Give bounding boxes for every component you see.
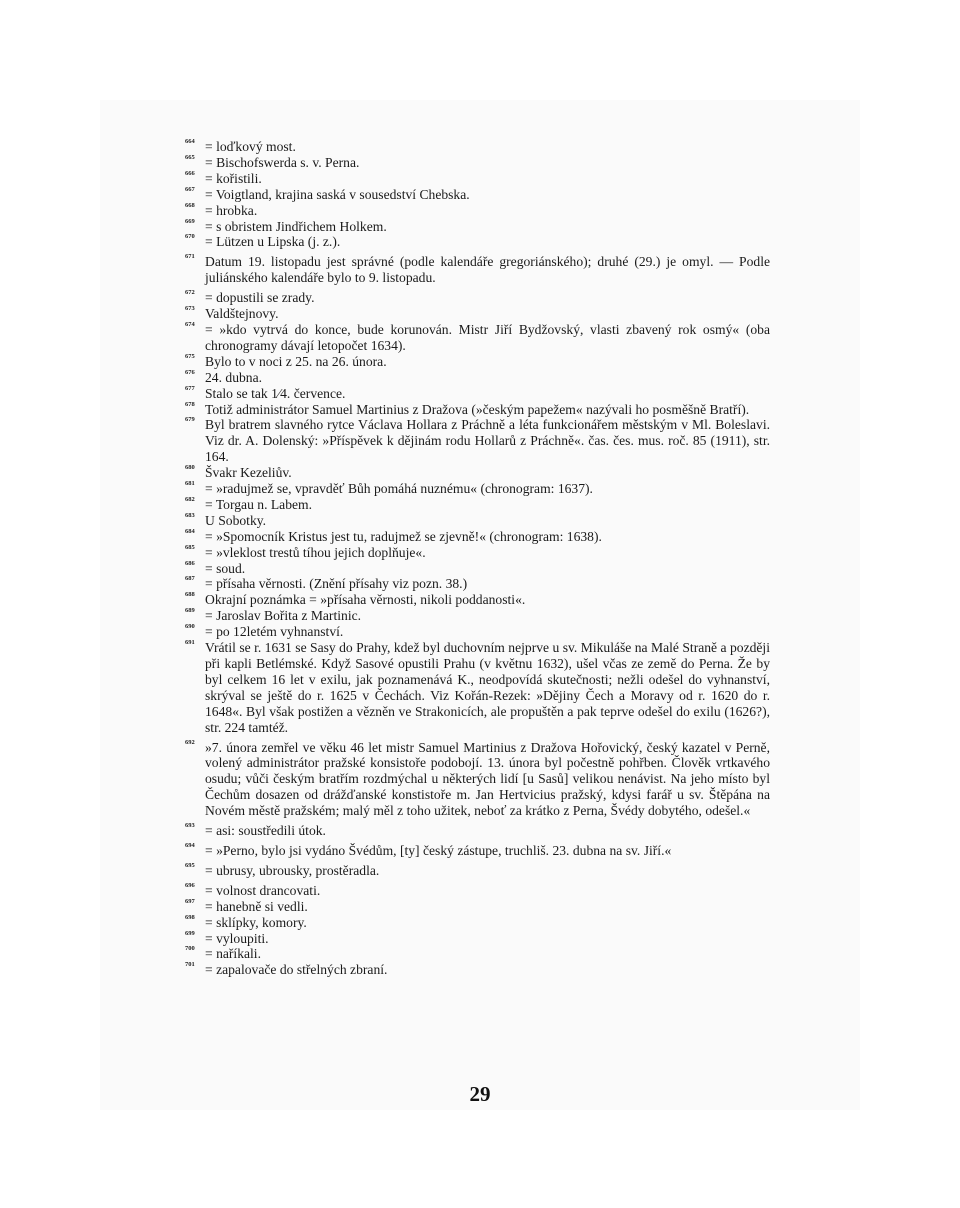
page-number: 29 bbox=[469, 1082, 491, 1106]
footnote-text: Švakr Kezeliův. bbox=[205, 465, 292, 481]
footnote-text: »7. února zemřel ve věku 46 let mistr Samuel Martinius z Dražova Hořovický, český kazatel v Perně, volený administrátor pražské konsistoře podobojí. 13. února byl počestně pohřben. Člověk vrtkavého osudu; vůči českým bratřím rozdmýchal u některých lidí [u Sasů] velikou nenávist. Na jeho místo byl Čechům dosazen od drážďanské konstistoře m. Jan Hertvicius pražský, kdysi farář u sv. Štěpána na Novém městě pražském; malý měl z toho užitek, neboť za krátko z Perna, Švédy dobytého, odešel.« bbox=[205, 739, 770, 819]
footnote bbox=[185, 171, 770, 187]
footnote-text: = přísaha věrnosti. (Znění přísahy viz pozn. 38.) bbox=[205, 576, 468, 592]
footnote bbox=[185, 823, 770, 839]
footnote-number: 673 bbox=[185, 305, 195, 313]
footnote-text: = Jaroslav Bořita z Martinic. bbox=[205, 608, 362, 624]
footnote bbox=[185, 306, 770, 322]
footnote-text: = kořistili. bbox=[205, 170, 262, 186]
footnote-number: 681 bbox=[185, 480, 195, 488]
footnote-number: 671 bbox=[185, 253, 195, 261]
footnote-number: 684 bbox=[185, 527, 195, 535]
footnote-text: = »Perno, bylo jsi vydáno Švédům, [ty] český zástupe, truchliš. 23. dubna na sv. Jiří.« bbox=[205, 842, 672, 858]
footnote-number: 676 bbox=[185, 368, 195, 376]
footnote-text: Vrátil se r. 1631 se Sasy do Prahy, kdež byl duchovním nejprve u sv. Mikuláše na Malé Straně a později při kapli Betlémské. Když Sasové opustili Prahu (v květnu 1632), ušel včas ze země do Perna. Že by byl celkem 16 let v exilu, jak poznamenává K., neodpovídá skutečnosti; nežli odešel do vyhnanství, skrýval se ještě do r. 1625 v Čechách. Viz Kořán-Rezek: »Dějiny Čech a Moravy od r. 1620 do r. 1648«. Byl však postižen a vězněn ve Strakonicích, ale propuštěn a pak teprve odešel do exilu (1626?), str. 224 tamtéž. bbox=[205, 640, 770, 735]
footnote bbox=[185, 640, 770, 735]
footnote-text: = hanebně si vedli. bbox=[205, 898, 308, 914]
footnote-text: = s obristem Jindřichem Holkem. bbox=[205, 218, 387, 234]
footnote-text: = soud. bbox=[205, 560, 246, 576]
footnote-number: 695 bbox=[185, 861, 195, 869]
footnote bbox=[185, 465, 770, 481]
footnote-number: 669 bbox=[185, 217, 195, 225]
footnote-text: 24. dubna. bbox=[205, 369, 263, 385]
footnote-number: 693 bbox=[185, 822, 195, 830]
footnote-number: 689 bbox=[185, 607, 195, 615]
footnote bbox=[185, 545, 770, 561]
footnote-number: 691 bbox=[185, 639, 195, 647]
footnote bbox=[185, 187, 770, 203]
footnote-text: = »radujmež se, vpravděť Bůh pomáhá nuznému« (chronogram: 1637). bbox=[205, 481, 593, 497]
footnote-number: 683 bbox=[185, 511, 195, 519]
footnote-number: 692 bbox=[185, 738, 195, 746]
footnote bbox=[185, 576, 770, 592]
footnote-number: 679 bbox=[185, 416, 195, 424]
footnote-number: 687 bbox=[185, 575, 195, 583]
footnote-number: 682 bbox=[185, 495, 195, 503]
footnote-number: 696 bbox=[185, 881, 195, 889]
footnote-text: = Voigtland, krajina saská v sousedství Chebska. bbox=[205, 186, 470, 202]
footnote-text: = ubrusy, ubrousky, prostěradla. bbox=[205, 862, 380, 878]
footnote-number: 665 bbox=[185, 153, 195, 161]
footnote bbox=[185, 843, 770, 859]
footnote-number: 690 bbox=[185, 623, 195, 631]
footnote-text: Bylo to v noci z 25. na 26. února. bbox=[205, 353, 387, 369]
footnote-number: 664 bbox=[185, 138, 195, 145]
footnote-text: Valdštejnovy. bbox=[205, 306, 279, 322]
footnote bbox=[185, 608, 770, 624]
footnote bbox=[185, 497, 770, 513]
footnote-text: = »vleklost trestů tíhou jejich doplňuje«. bbox=[205, 544, 426, 560]
footnote bbox=[185, 354, 770, 370]
footnote bbox=[185, 931, 770, 947]
footnote-text: Datum 19. listopadu jest správné (podle kalendáře gregoriánského); druhé (29.) je omyl. — Podle juliánského kalendáře bylo to 9. listopadu. bbox=[205, 254, 770, 286]
footnote-text: = naříkali. bbox=[205, 946, 261, 962]
footnote bbox=[185, 899, 770, 915]
footnote-number: 698 bbox=[185, 913, 195, 921]
footnote-text: = Torgau n. Labem. bbox=[205, 496, 313, 512]
footnote-text: = »Spomocník Kristus jest tu, radujmež se zjevně!« (chronogram: 1638). bbox=[205, 528, 602, 544]
footnote-text: = Bischofswerda s. v. Perna. bbox=[205, 154, 360, 170]
footnote bbox=[185, 370, 770, 386]
footnote bbox=[185, 592, 770, 608]
footnote bbox=[185, 203, 770, 219]
footnote bbox=[185, 561, 770, 577]
footnote bbox=[185, 863, 770, 879]
footnote bbox=[185, 254, 770, 286]
footnote bbox=[185, 290, 770, 306]
footnote-number: 667 bbox=[185, 185, 195, 193]
footnote-text: = vyloupiti. bbox=[205, 930, 269, 946]
footnote-text: = asi: soustředili útok. bbox=[205, 823, 326, 839]
footnote-text: Totiž administrátor Samuel Martinius z Dražova (»českým papežem« nazývali ho posměšně Bratří). bbox=[205, 401, 750, 417]
footnote bbox=[185, 624, 770, 640]
footnote bbox=[185, 417, 770, 465]
footnote-number: 668 bbox=[185, 201, 195, 209]
footnote bbox=[185, 946, 770, 962]
footnote-text: = volnost drancovati. bbox=[205, 882, 321, 898]
footnote bbox=[185, 155, 770, 171]
footnote bbox=[185, 234, 770, 250]
footnote-number: 670 bbox=[185, 233, 195, 241]
footnote bbox=[185, 322, 770, 354]
footnote-number: 686 bbox=[185, 559, 195, 567]
footnote-text: Byl bratrem slavného rytce Václava Hollara z Práchně a léta funkcionářem městským v Ml. Boleslavi. Viz dr. A. Dolenský: »Příspěvek k dějinám rodu Hollarů z Práchně«. čas. čes. mus. roč. 85 (1911), str. 164. bbox=[205, 417, 770, 465]
footnote bbox=[185, 139, 770, 155]
footnote bbox=[185, 402, 770, 418]
footnote bbox=[185, 386, 770, 402]
footnote-text: = Lützen u Lipska (j. z.). bbox=[205, 234, 341, 250]
footnote-text: = loďkový most. bbox=[205, 139, 296, 154]
footnote-number: 680 bbox=[185, 464, 195, 472]
footnote-number: 677 bbox=[185, 384, 195, 392]
footnote-text: = po 12letém vyhnanství. bbox=[205, 624, 344, 640]
footnote-text: = zapalovače do střelných zbraní. bbox=[205, 962, 388, 978]
footnote-number: 666 bbox=[185, 169, 195, 177]
footnote bbox=[185, 513, 770, 529]
footnote-number: 697 bbox=[185, 897, 195, 905]
footnote bbox=[185, 529, 770, 545]
footnote bbox=[185, 915, 770, 931]
footnote-number: 678 bbox=[185, 400, 195, 408]
footnote-number: 699 bbox=[185, 929, 195, 937]
footnote-text: Okrajní poznámka = »přísaha věrnosti, nikoli poddanosti«. bbox=[205, 592, 526, 608]
footnote-number: 685 bbox=[185, 543, 195, 551]
footnote-number: 694 bbox=[185, 841, 195, 849]
footnote-number: 674 bbox=[185, 320, 195, 328]
footnote bbox=[185, 962, 770, 978]
footnotes-list bbox=[185, 139, 770, 978]
footnote bbox=[185, 219, 770, 235]
footnote-number: 688 bbox=[185, 591, 195, 599]
footnote-text: Stalo se tak 1⁄4. července. bbox=[205, 385, 346, 401]
footnote bbox=[185, 481, 770, 497]
footnote-number: 701 bbox=[185, 961, 195, 969]
footnote-number: 700 bbox=[185, 945, 195, 953]
footnote bbox=[185, 740, 770, 820]
footnote-text: = dopustili se zrady. bbox=[205, 290, 315, 306]
footnote-number: 675 bbox=[185, 352, 195, 360]
footnote-text: U Sobotky. bbox=[205, 512, 267, 528]
footnote-text: = hrobka. bbox=[205, 202, 258, 218]
footnote bbox=[185, 883, 770, 899]
footnote-text: = sklípky, komory. bbox=[205, 914, 307, 930]
footnote-number: 672 bbox=[185, 289, 195, 297]
footnote-text: = »kdo vytrvá do konce, bude korunován. Mistr Jiří Bydžovský, vlasti zbavený rok osmý« (oba chronogramy dávají letopočet 1634). bbox=[205, 321, 770, 353]
